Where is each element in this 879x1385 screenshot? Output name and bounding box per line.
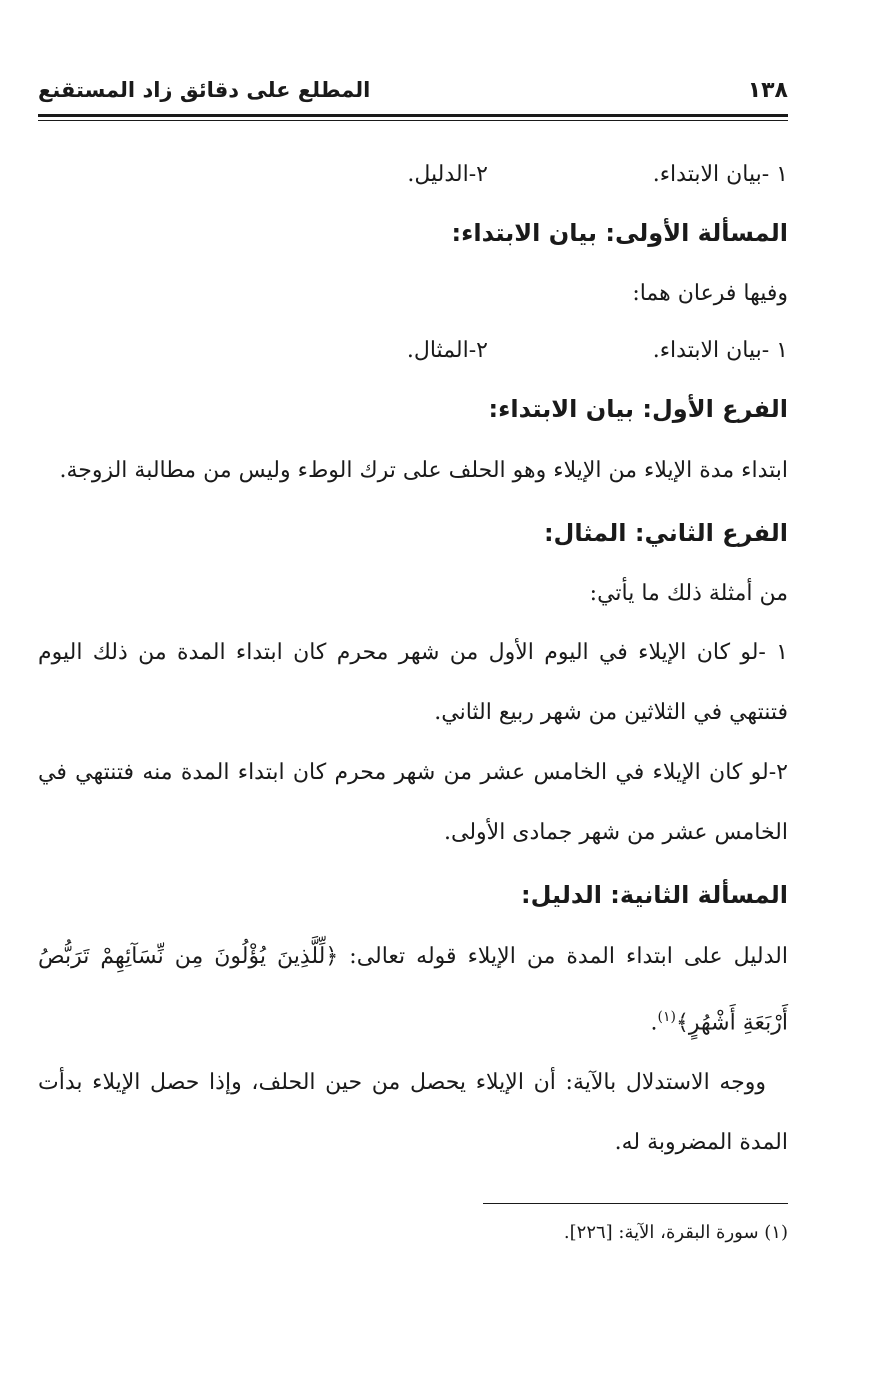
section-heading: المسألة الثانية: الدليل: bbox=[521, 881, 788, 909]
list-item: ٢-المثال. bbox=[406, 337, 488, 363]
branch-paragraph: ابتداء مدة الإيلاء من الإيلاء وهو الحلف على ترك الوطء وليس من مطالبة الزوجة. bbox=[59, 458, 788, 483]
example-paragraph: ٢-لو كان الإيلاء في الخامس عشر من شهر محرم كان ابتداء المدة منه فتنتهي في الخامس عشر من شهر جمادى الأولى. bbox=[38, 760, 788, 845]
book-title: المطلع على دقائق زاد المستقنع bbox=[38, 78, 371, 102]
page-header bbox=[38, 70, 788, 110]
page-number: ١٣٨ bbox=[747, 77, 788, 103]
intro-list bbox=[38, 147, 788, 201]
verse-open-bracket: ﴿ bbox=[325, 944, 339, 969]
quran-verse: لِّلَّذِينَ يُؤْلُونَ مِن نِّسَآئِهِمْ تَرَبُّصُ أَرْبَعَةِ أَشْهُرٍ bbox=[38, 944, 788, 1036]
header-rule-thin bbox=[38, 120, 788, 121]
section-heading: المسألة الأولى: بيان الابتداء: bbox=[451, 219, 788, 247]
list-item: ١ -بيان الابتداء. bbox=[652, 161, 788, 187]
list-item: ١ -بيان الابتداء. bbox=[652, 337, 788, 363]
evidence-paragraph: الدليل على ابتداء المدة من الإيلاء قوله تعالى: ﴿لِّلَّذِينَ يُؤْلُونَ مِن نِّسَآئِهِمْ تَرَبُّصُ أَرْبَعَةِ أَشْهُرٍ﴾$^{(١)}$. bbox=[38, 944, 788, 1036]
reasoning-paragraph: ووجه الاستدلال بالآية: أن الإيلاء يحصل من حين الحلف، وإذا حصل الإيلاء بدأت المدة المضروبة له. bbox=[38, 1070, 788, 1156]
page-body bbox=[38, 147, 788, 1243]
footnote: (١) سورة البقرة، الآية: [٢٢٦]. bbox=[563, 1222, 788, 1244]
book-page bbox=[38, 70, 788, 1243]
example-paragraph: ١ -لو كان الإيلاء في اليوم الأول من شهر محرم كان ابتداء المدة من ذلك اليوم فتنتهي في الثلاثين من شهر ربيع الثاني. bbox=[38, 640, 788, 725]
branch-intro: من أمثلة ذلك ما يأتي: bbox=[589, 581, 788, 606]
branch-heading: الفرع الأول: بيان الابتداء: bbox=[488, 395, 788, 423]
header-rule-thick bbox=[38, 114, 788, 117]
list-item: ٢-الدليل. bbox=[407, 161, 488, 187]
verse-close-bracket: ﴾ bbox=[676, 1010, 689, 1036]
footnote-divider bbox=[483, 1203, 788, 1204]
branch-heading: الفرع الثاني: المثال: bbox=[543, 519, 788, 547]
section1-list bbox=[38, 323, 788, 377]
evidence-lead: الدليل على ابتداء المدة من الإيلاء قوله تعالى: bbox=[349, 944, 788, 969]
footnote-reference: (١) bbox=[657, 1009, 677, 1025]
section-intro: وفيها فرعان هما: bbox=[632, 281, 788, 306]
